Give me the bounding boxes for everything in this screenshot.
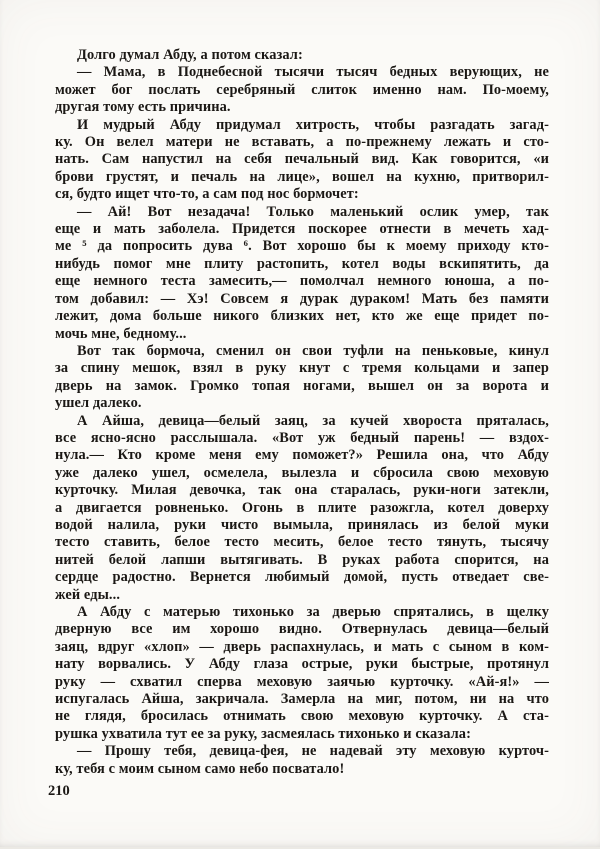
text-line: не глядя, бросилась отнимать свою меховую курточку. А ста- <box>55 708 549 725</box>
text-line: — Мама, в Поднебесной тысячи тысяч бедных верующих, не <box>77 64 549 81</box>
text-line: сердце радостно. Вернется любимый домой, пусть отведает све- <box>55 569 549 586</box>
text-line: ся, будто ищет что-то, а сам под нос бормочет: <box>55 186 359 203</box>
text-line: нула.— Кто кроме меня ему поможет?» Решила она, что Абду <box>55 447 549 464</box>
text-line: уже далеко ушел, осмелела, вылезла и сбросила свою меховую <box>55 464 549 481</box>
text-line: еще и мать заболела. Придется поскорее отнести в мечеть хад- <box>55 221 549 238</box>
text-line: другая тому есть причина. <box>55 99 231 116</box>
text-line: лежит, дома больше никого близких нет, кто же еще придет по- <box>55 308 549 325</box>
text-line: том добавил: — Хэ! Совсем я дурак дураком! Мать без памяти <box>55 290 549 307</box>
text-line: жей еды... <box>55 586 121 603</box>
text-line: А Абду с матерью тихонько за дверью спрятались, в щелку <box>77 604 549 620</box>
text-line: водой налила, руки чисто вымыла, принялась из белой муки <box>55 516 549 533</box>
text-line: ку, тебя с моим сыном само небо посватало! <box>55 760 345 777</box>
text-line: нитей белой лапши вытягивать. В руках работа спорится, на <box>55 551 549 568</box>
text-line: — Прошу тебя, девица-фея, не надевай эту меховую курточ- <box>77 743 549 760</box>
text-line: а двигается ровненько. Огонь в плите разожгла, котел доверху <box>55 499 549 516</box>
text-line: ку. Он велел матери не вставать, а по-прежнему лежать и сто- <box>55 134 549 151</box>
text-line: нату ворвались. У Абду глаза острые, руки быстрые, протянул <box>55 656 549 673</box>
text-line: все ясно-ясно расслышала. «Вот уж бедный парень! — вздох- <box>55 429 549 446</box>
text-line: тесто ставить, белое тесто месить, белое тесто тянуть, тысячу <box>55 534 549 551</box>
text-line: ушел далеко. <box>55 395 142 412</box>
text-line: может бог послать серебряный слиток именно нам. По-моему, <box>55 81 549 98</box>
text-line: дверную все им хорошо видно. Отвернулась девица—белый <box>55 621 549 638</box>
text-line: Долго думал Абду, а потом сказал: <box>77 47 303 63</box>
text-line: испугалась Айша, закричала. Замерла на миг, потом, ни на что <box>55 691 549 708</box>
text-line: мочь мне, бедному... <box>55 325 187 342</box>
page-text <box>55 47 549 778</box>
text-line: ме ⁵ да попросить дува ⁶. Вот хорошо бы к моему приходу кто- <box>55 238 549 255</box>
text-line: руку — схватил сперва меховую заячью курточку. «Ай-я!» — <box>55 673 549 690</box>
text-line: брови грустят, и печаль на лице», вошел на кухню, притворил- <box>55 168 549 185</box>
page-number: 210 <box>48 783 70 799</box>
text-line: И мудрый Абду придумал хитрость, чтобы разгадать загад- <box>77 116 549 133</box>
text-line: дверь на замок. Громко топая ногами, вышел он за ворота и <box>55 377 549 394</box>
text-line: еще немного теста замесить,— помолчал немного юноша, а по- <box>55 273 549 290</box>
text-line: А Айша, девица—белый заяц, за кучей хвороста пряталась, <box>77 412 549 429</box>
text-line: рушка ухватила тут ее за руку, засмеялась тихонько и сказала: <box>55 725 471 742</box>
text-line: курточку. Милая девочка, так она старалась, руки-ноги затекли, <box>55 482 549 499</box>
text-line: нать. Сам напустил на себя печальный вид. Как говорится, «и <box>55 151 549 168</box>
text-line: — Ай! Вот незадача! Только маленький ослик умер, так <box>77 203 549 220</box>
text-line: заяц, вдруг «хлоп» — дверь распахнулась, и мать с сыном в ком- <box>55 638 549 655</box>
text-line: Вот так бормоча, сменил он свои туфли на пеньковые, кинул <box>77 342 549 359</box>
text-line: нибудь помог мне плиту растопить, котел воды вскипятить, да <box>55 255 549 272</box>
text-line: за спину мешок, взял в руку кнут с тремя кольцами и запер <box>55 360 549 377</box>
